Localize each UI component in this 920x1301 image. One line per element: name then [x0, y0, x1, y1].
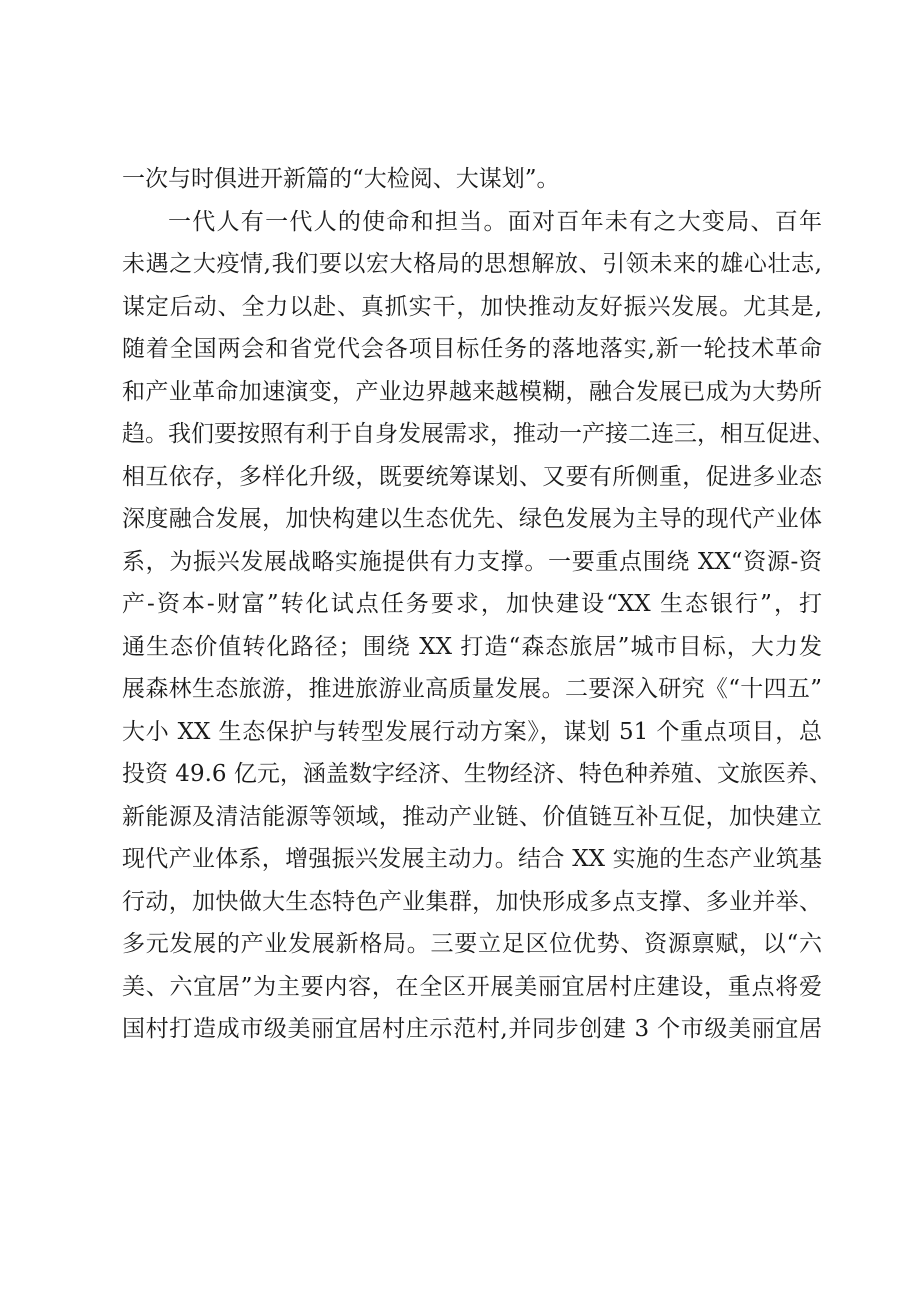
- text-line: 通生态价值转化路径；围绕 XX 打造“森态旅居”城市目标，大力发: [122, 633, 822, 660]
- text-line: 相互依存，多样化升级，既要统筹谋划、又要有所侧重，促进多业态: [122, 463, 822, 490]
- text-line: 大小 XX 生态保护与转型发展行动方案》，谋划 51 个重点项目，总: [122, 718, 822, 745]
- text-line: 产-资本-财富”转化试点任务要求，加快建设“XX 生态银行”，打: [122, 591, 822, 617]
- text-line: 投资 49.6 亿元，涵盖数字经济、生物经济、特色种养殖、文旅医养、: [122, 761, 832, 787]
- text-line: 展森林生态旅游，推进旅游业高质量发展。二要深入研究《“十四五”: [122, 676, 822, 702]
- text-line: 一次与时俱进开新篇的“大检阅、大谋划”。: [122, 166, 560, 192]
- text-line: 系，为振兴发展战略实施提供有力支撑。一要重点围绕 XX“资源-资: [122, 548, 822, 575]
- text-line: 趋。我们要按照有利于自身发展需求，推动一产接二连三，相互促进、: [122, 421, 835, 447]
- text-line: 深度融合发展，加快构建以生态优先、绿色发展为主导的现代产业体: [122, 506, 822, 532]
- text-line: 谋定后动、全力以赴、真抓实干，加快推动友好振兴发展。尤其是,: [122, 293, 822, 320]
- text-line: 美、六宜居”为主要内容，在全区开展美丽宜居村庄建设，重点将爱: [122, 973, 822, 1000]
- text-line: 现代产业体系，增强振兴发展主动力。结合 XX 实施的生态产业筑基: [122, 846, 822, 872]
- text-line: 行动，加快做大生态特色产业集群，加快形成多点支撑、多业并举、: [122, 888, 822, 915]
- text-line: 和产业革命加速演变，产业边界越来越模糊，融合发展已成为大势所: [122, 378, 822, 405]
- text-line: 国村打造成市级美丽宜居村庄示范村,并同步创建 3 个市级美丽宜居: [122, 1016, 822, 1042]
- text-line: 未遇之大疫情,我们要以宏大格局的思想解放、引领未来的雄心壮志,: [122, 251, 822, 277]
- body-text: [122, 158, 835, 1051]
- paragraph-first-line: 一代人有一代人的使命和担当。面对百年未有之大变局、百年: [168, 208, 822, 235]
- text-line: 新能源及清洁能源等领域，推动产业链、价值链互补互促，加快建立: [122, 803, 822, 830]
- text-line: 随着全国两会和省党代会各项目标任务的落地落实,新一轮技术革命: [122, 336, 822, 362]
- text-line: 多元发展的产业发展新格局。三要立足区位优势、资源禀赋，以“六: [122, 931, 822, 957]
